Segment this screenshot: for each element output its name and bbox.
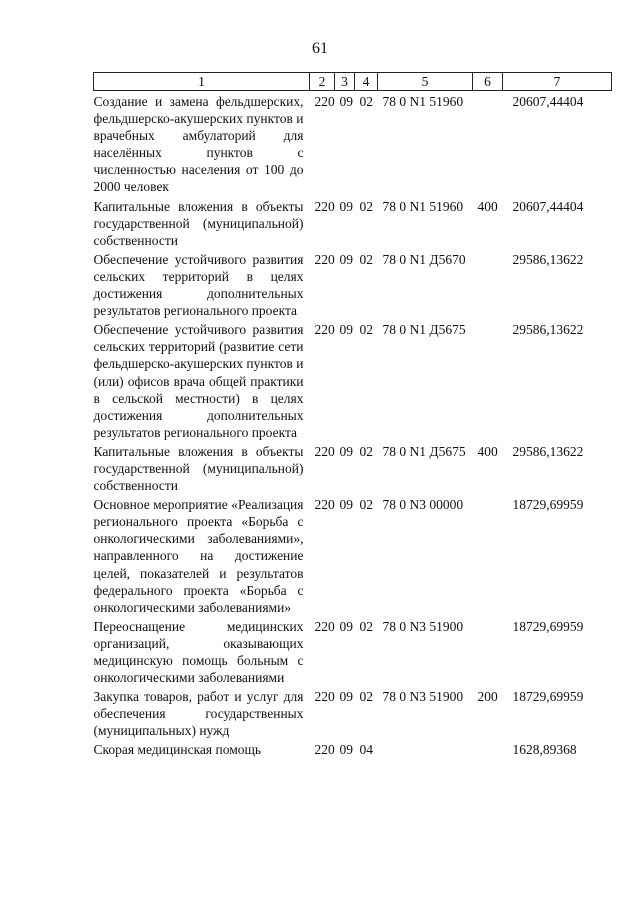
row-description: Обеспечение устойчивого развития сельских территорий (развитие сети фельдшерско-акушерских пунктов и (или) офисов врача общей практики в сельской местности) в целях достижения дополнительных результатов регионального проекта [93, 322, 304, 440]
row-description: Основное мероприятие «Реализация регионального проекта «Борьба с онкологическими заболеваниями», направленного на достижение целей, показателей и результатов федерального проекта «Борьба с онкологическими заболеваниями» [93, 497, 304, 615]
amount: 18729,69959 [512, 689, 584, 705]
section-code: 09 [339, 497, 353, 513]
ministry-code: 220 [314, 322, 335, 338]
subsection-code: 02 [359, 497, 373, 513]
ministry-code: 220 [314, 689, 335, 705]
amount: 18729,69959 [512, 497, 584, 513]
table-row [94, 441, 612, 494]
subsection-code: 02 [359, 198, 373, 214]
target-article-code: 78 0 N1 Д5670 [382, 251, 466, 267]
ministry-code: 220 [314, 94, 335, 109]
amount: 20607,44404 [512, 94, 584, 109]
ministry-code: 220 [314, 443, 335, 459]
row-description: Скорая медицинская помощь [93, 742, 262, 758]
section-code: 09 [339, 689, 353, 705]
table-row [94, 196, 612, 249]
column-header: 4 [355, 73, 378, 91]
expense-type-code [473, 616, 503, 686]
column-header: 1 [94, 73, 310, 91]
section-code: 09 [339, 443, 353, 459]
amount: 29586,13622 [512, 443, 584, 459]
subsection-code: 02 [359, 618, 373, 634]
target-article-code: 78 0 N3 51900 [382, 689, 464, 705]
table-row [94, 91, 612, 196]
page-number: 61 [312, 40, 328, 57]
table-row [94, 319, 612, 441]
section-code: 09 [339, 742, 353, 758]
ministry-code: 220 [314, 742, 335, 758]
ministry-code: 220 [314, 198, 335, 214]
target-article-code: 78 0 N1 Д5675 [382, 443, 466, 459]
ministry-code: 220 [314, 618, 335, 634]
target-article-code: 78 0 N1 51960 [382, 94, 464, 109]
table-row [94, 739, 612, 758]
amount: 29586,13622 [512, 322, 584, 338]
target-article-code: 78 0 N1 51960 [382, 198, 464, 214]
column-header: 6 [473, 73, 503, 91]
column-number-header-row [94, 73, 612, 91]
row-description: Переоснащение медицинских организаций, оказывающих медицинскую помощь больным с онкологическими заболеваниями [93, 618, 304, 686]
row-description: Обеспечение устойчивого развития сельских территорий в целях достижения дополнительных результатов регионального проекта [93, 251, 304, 319]
expense-type-code: 400 [477, 198, 498, 214]
ministry-code: 220 [314, 497, 335, 513]
section-code: 09 [339, 618, 353, 634]
row-description: Закупка товаров, работ и услуг для обеспечения государственных (муниципальных) нужд [93, 689, 304, 739]
row-description: Капитальные вложения в объекты государственной (муниципальной) собственности [93, 198, 304, 248]
row-description: Создание и замена фельдшерских, фельдшерско-акушерских пунктов и врачебных амбулаторий для населённых пунктов с численностью населения от 100 до 2000 человек [93, 94, 304, 195]
subsection-code: 02 [359, 443, 373, 459]
column-header: 5 [378, 73, 473, 91]
subsection-code: 02 [359, 689, 373, 705]
column-header: 2 [310, 73, 335, 91]
section-code: 09 [339, 198, 353, 214]
table-row [94, 616, 612, 686]
table-row [94, 686, 612, 739]
row-description: Капитальные вложения в объекты государственной (муниципальной) собственности [93, 443, 304, 494]
budget-table [93, 72, 612, 759]
subsection-code: 02 [359, 322, 373, 338]
amount: 1628,89368 [512, 742, 577, 758]
target-article-code: 78 0 N3 51900 [382, 618, 464, 634]
section-code: 09 [339, 322, 353, 338]
table-row [94, 249, 612, 319]
column-header: 3 [335, 73, 355, 91]
target-article-code [378, 739, 473, 758]
expense-type-code: 400 [477, 443, 498, 459]
target-article-code: 78 0 N3 00000 [382, 497, 464, 513]
expense-type-code [473, 494, 503, 616]
amount: 18729,69959 [512, 618, 584, 634]
subsection-code: 02 [359, 94, 373, 109]
expense-type-code: 200 [477, 689, 498, 705]
table-row [94, 494, 612, 616]
section-code: 09 [339, 251, 353, 267]
amount: 29586,13622 [512, 251, 584, 267]
expense-type-code [473, 739, 503, 758]
ministry-code: 220 [314, 251, 335, 267]
amount: 20607,44404 [512, 198, 584, 214]
section-code: 09 [339, 94, 353, 109]
expense-type-code [473, 319, 503, 441]
subsection-code: 04 [359, 742, 373, 758]
target-article-code: 78 0 N1 Д5675 [382, 322, 466, 338]
expense-type-code [473, 249, 503, 319]
subsection-code: 02 [359, 251, 373, 267]
column-header: 7 [503, 73, 612, 91]
expense-type-code [473, 91, 503, 196]
